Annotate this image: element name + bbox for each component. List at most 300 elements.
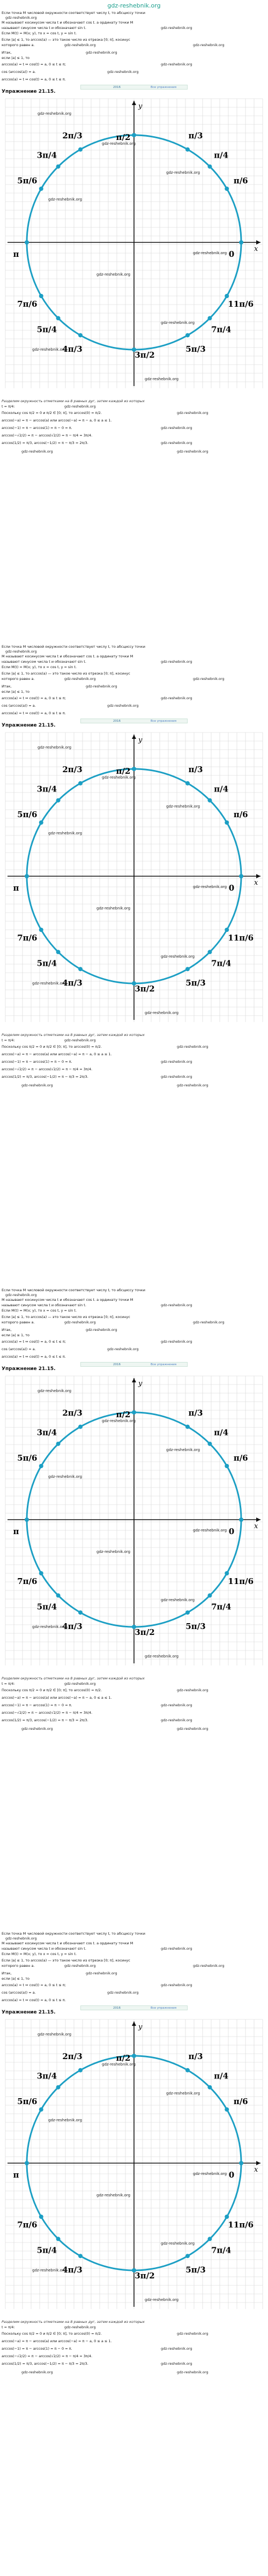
exercise-block — [0, 643, 268, 1276]
definition-text: M называют косинусом числа t и обозначают cos t. а ординату точки M — [2, 1941, 133, 1945]
x-axis-label: x — [254, 2166, 258, 2174]
circle-point-label: π/2 — [116, 132, 131, 142]
watermark: gdz-reshebnik.org — [161, 321, 195, 325]
formula: arccos(1/2) = π/3, arccos(−1/2) = π − π/3 = 2π/3. — [2, 441, 88, 445]
definition-text: называют синусом числа t и обозначают sin t. — [2, 1303, 86, 1307]
y-axis-label: y — [138, 102, 143, 110]
circle-point — [239, 1518, 243, 1522]
watermark: gdz-reshebnik.org — [166, 2091, 200, 2096]
circle-point-label: π/3 — [188, 2051, 203, 2061]
circle-point — [185, 781, 190, 786]
watermark: gdz-reshebnik.org — [64, 1320, 96, 1324]
circle-point — [56, 2085, 61, 2090]
circle-point-label: 11π/6 — [228, 1576, 254, 1586]
watermark: gdz-reshebnik.org — [38, 2032, 72, 2037]
watermark: gdz-reshebnik.org — [64, 404, 96, 409]
watermark: gdz-reshebnik.org — [161, 1946, 192, 1951]
circle-point — [207, 165, 212, 169]
circle-point-label: π/2 — [116, 766, 131, 776]
circle-point — [239, 240, 243, 245]
watermark: gdz-reshebnik.org — [32, 981, 66, 986]
definition-text: называют синусом числа t и обозначают sin t. — [2, 660, 86, 664]
note-text: Разделим окружность отметками на 8 равных дуг, затем каждой из которых — [2, 1676, 145, 1681]
definition-text: которого равен a. — [2, 43, 35, 47]
circle-point-label: π/6 — [233, 810, 248, 819]
definition-text: M называют косинусом числа t и обозначают cos t. а ординату точки M — [2, 654, 133, 658]
circle-point — [225, 1464, 229, 1468]
circle-point — [78, 781, 83, 786]
circle-point-label: 5π/3 — [185, 978, 206, 988]
exercise-nav-bar[interactable] — [80, 2005, 188, 2010]
watermark: gdz-reshebnik.org — [193, 251, 227, 255]
circle-point — [78, 967, 83, 971]
formula: cos (arccos(a)) = a. — [2, 1990, 36, 1995]
watermark: gdz-reshebnik.org — [193, 1528, 227, 1533]
section-title: Упражнение 21.15. — [2, 723, 56, 728]
watermark: gdz-reshebnik.org — [32, 1625, 66, 1629]
circle-point — [185, 333, 190, 337]
circle-point-label: 5π/6 — [17, 810, 38, 819]
watermark: gdz-reshebnik.org — [96, 906, 131, 911]
circle-point — [207, 2237, 212, 2241]
circle-point — [207, 950, 212, 954]
circle-point — [78, 1610, 83, 1615]
exercise-nav-bar[interactable] — [80, 85, 188, 90]
definition-text: которого равен a. — [2, 677, 35, 681]
section-title: Упражнение 21.15. — [2, 89, 56, 94]
circle-point-label: π/6 — [233, 2097, 248, 2106]
watermark: gdz-reshebnik.org — [107, 1347, 139, 1351]
watermark: gdz-reshebnik.org — [161, 1303, 192, 1307]
watermark: gdz-reshebnik.org — [86, 50, 117, 55]
watermark: gdz-reshebnik.org — [102, 775, 136, 780]
circle-point — [207, 2085, 212, 2090]
formula: arccos(−a) = π − arccos(a) или arccos(−a) = π − a, 0 ≤ a ≤ 1. — [2, 1052, 112, 1056]
circle-point-label: 5π/4 — [36, 2245, 57, 2255]
section-title: Упражнение 21.15. — [2, 2010, 56, 2015]
watermark: gdz-reshebnik.org — [107, 704, 139, 708]
formula: arccos(a) = t ⇔ cos(t) = a, 0 ≤ t ≤ π; — [2, 1339, 66, 1344]
x-axis-arrow — [256, 874, 260, 878]
circle-point — [185, 1425, 190, 1429]
circle-point — [239, 874, 243, 878]
definition-text: Если точка M числовой окружности соответствует числу t, то абсциссу точки — [2, 645, 145, 649]
circle-point-label: 3π/2 — [135, 984, 155, 994]
circle-point — [25, 2161, 29, 2165]
x-axis-label: x — [254, 1522, 258, 1530]
circle-point-label: 5π/4 — [36, 324, 57, 335]
definition-text: M называют косинусом числа t и обозначают cos t. а ординату точки M — [2, 1298, 133, 1302]
circle-point-label: 2π/3 — [62, 130, 83, 140]
circle-point-label: 5π/3 — [185, 2265, 206, 2275]
definition-text: Если M(t) = M(x; y), то x = cos t, y = sin t. — [2, 1952, 77, 1956]
circle-point-label: π/4 — [214, 150, 229, 160]
circle-point — [39, 1464, 43, 1468]
watermark: gdz-reshebnik.org — [48, 2118, 83, 2122]
formula: arccos(−√2/2) = π − arccos(√2/2) = π − π/4 = 3π/4. — [2, 2354, 93, 2358]
watermark: gdz-reshebnik.org — [166, 1448, 200, 1452]
watermark: gdz-reshebnik.org — [161, 2346, 192, 2351]
circle-point-label: 7π/4 — [211, 324, 232, 335]
definition-text: Если M(t) = M(x; y), то x = cos t, y = sin t. — [2, 1308, 77, 1313]
watermark: gdz-reshebnik.org — [145, 2298, 179, 2302]
exercise-block — [0, 10, 268, 642]
circle-point-label: 3π/2 — [135, 2271, 155, 2281]
watermark: gdz-reshebnik.org — [64, 1964, 96, 1968]
watermark: gdz-reshebnik.org — [48, 831, 83, 835]
y-axis-label: y — [138, 2023, 143, 2031]
exercise-nav-bar[interactable] — [80, 1362, 188, 1367]
formula: arccos(1/2) = π/3, arccos(−1/2) = π − π/3 = 2π/3. — [2, 1075, 88, 1079]
watermark: gdz-reshebnik.org — [161, 1703, 192, 1707]
circle-point-label: 0 — [228, 1527, 235, 1536]
definition-text: Если |a| ≤ 1, то arccos(a) — это такое число из отрезка [0; π], косинус — [2, 671, 130, 676]
formula: cos (arccos(a)) = a. — [2, 70, 36, 74]
circle-point-label: 3π/4 — [36, 784, 57, 794]
circle-point — [56, 1442, 61, 1446]
circle-point — [225, 2215, 229, 2219]
watermark: gdz-reshebnik.org — [161, 696, 192, 700]
circle-point-label: 7π/4 — [211, 2245, 232, 2255]
x-axis-label: x — [254, 245, 258, 253]
circle-point-label: π/3 — [188, 1408, 203, 1418]
watermark: gdz-reshebnik.org — [64, 2325, 96, 2329]
watermark: gdz-reshebnik.org — [161, 2241, 195, 2246]
x-axis-arrow — [256, 1518, 260, 1522]
watermark: gdz-reshebnik.org — [5, 1936, 37, 1941]
circle-point — [207, 316, 212, 320]
circle-point — [225, 2107, 229, 2112]
all-exercises-link[interactable]: Все упражнения — [151, 1363, 177, 1366]
circle-point — [225, 294, 229, 298]
circle-point-label: π/2 — [116, 1410, 131, 1419]
watermark: gdz-reshebnik.org — [166, 171, 200, 175]
circle-point-label: 11π/6 — [228, 933, 254, 943]
watermark: gdz-reshebnik.org — [161, 426, 192, 430]
circle-point — [78, 333, 83, 337]
circle-point-label: π — [13, 883, 19, 893]
watermark: gdz-reshebnik.org — [86, 684, 117, 689]
definition-text: M называют косинусом числа t и обозначают cos t. а ординату точки M — [2, 20, 133, 25]
watermark: gdz-reshebnik.org — [161, 26, 192, 30]
summary-label: Итак, — [2, 684, 12, 689]
circle-point — [39, 820, 43, 825]
watermark: gdz-reshebnik.org — [96, 2193, 131, 2197]
circle-point-label: 4π/3 — [62, 1622, 83, 1632]
note-text: Разделим окружность отметками на 8 равных дуг, затем каждой из которых — [2, 1033, 145, 1037]
formula: arccos(a) = t ⇔ cos(t) = a, 0 ≤ t ≤ π. — [2, 77, 66, 82]
circle-point-label: 7π/6 — [17, 933, 38, 943]
circle-point — [25, 874, 29, 878]
watermark: gdz-reshebnik.org — [177, 449, 209, 454]
watermark: gdz-reshebnik.org — [32, 347, 66, 352]
watermark: gdz-reshebnik.org — [177, 2370, 209, 2374]
formula: arccos(−1) = π − arccos(1) = π − 0 = π. — [2, 426, 72, 430]
circle-point-label: 2π/3 — [62, 764, 83, 774]
circle-point-label: 0 — [228, 883, 235, 893]
circle-point-label: 7π/4 — [211, 1602, 232, 1612]
watermark: gdz-reshebnik.org — [5, 1293, 37, 1297]
watermark: gdz-reshebnik.org — [102, 2062, 136, 2067]
x-axis-arrow — [256, 2161, 260, 2165]
circle-point-label: 5π/4 — [36, 1602, 57, 1612]
watermark: gdz-reshebnik.org — [21, 449, 53, 454]
circle-point — [132, 1410, 136, 1415]
watermark: gdz-reshebnik.org — [177, 411, 209, 415]
y-axis-arrow — [132, 2022, 136, 2026]
circle-point — [56, 2237, 61, 2241]
circle-point-label: π/4 — [214, 2071, 229, 2081]
formula: Поскольку cos π/2 = 0 и π/2 ∈ [0; π], то arccos(0) = π/2. — [2, 1045, 102, 1049]
circle-point-label: 4π/3 — [62, 978, 83, 988]
watermark: gdz-reshebnik.org — [193, 1320, 225, 1324]
y-axis-arrow — [132, 735, 136, 739]
circle-point — [239, 2161, 243, 2165]
formula: Поскольку cos π/2 = 0 и π/2 ∈ [0; π], то arccos(0) = π/2. — [2, 1688, 102, 1692]
circle-point — [185, 147, 190, 152]
definition-text: Если точка M числовой окружности соответствует числу t, то абсциссу точки — [2, 1288, 145, 1292]
circle-point-label: π/4 — [214, 1427, 229, 1438]
circle-point-label: 11π/6 — [228, 2220, 254, 2230]
site-logo[interactable]: gdz-reshebnik.org — [107, 2, 161, 9]
watermark: gdz-reshebnik.org — [177, 1727, 209, 1731]
circle-point-label: 5π/6 — [17, 1453, 38, 1463]
definition-text: Если точка M числовой окружности соответствует числу t, то абсциссу точки — [2, 11, 145, 15]
watermark: gdz-reshebnik.org — [96, 1550, 131, 1554]
watermark: gdz-reshebnik.org — [5, 649, 37, 654]
all-exercises-link[interactable]: Все упражнения — [151, 86, 177, 89]
watermark: gdz-reshebnik.org — [145, 1011, 179, 1015]
watermark: gdz-reshebnik.org — [193, 43, 225, 47]
formula: arccos(−a) = π − arccos(a) или arccos(−a) = π − a, 0 ≤ a ≤ 1. — [2, 2339, 112, 2343]
circle-point — [185, 1610, 190, 1615]
watermark: gdz-reshebnik.org — [161, 441, 192, 445]
watermark: gdz-reshebnik.org — [166, 804, 200, 809]
formula: t = π/4: — [2, 2325, 15, 2329]
circle-point-label: π — [13, 2170, 19, 2180]
circle-point-label: 7π/6 — [17, 299, 38, 309]
formula: arccos(−1) = π − arccos(1) = π − 0 = π. — [2, 1060, 72, 1064]
circle-point — [56, 316, 61, 320]
summary-label: Итак, — [2, 1328, 12, 1332]
all-exercises-link[interactable]: Все упражнения — [151, 720, 177, 723]
circle-point — [225, 820, 229, 825]
circle-point-label: π/6 — [233, 1453, 248, 1463]
summary-label: Итак, — [2, 1971, 12, 1975]
definition-text: которого равен a. — [2, 1964, 35, 1968]
condition-text: если |a| ≤ 1, то — [2, 1977, 29, 1981]
definition-text: Если |a| ≤ 1, то arccos(a) — это такое число из отрезка [0; π], косинус — [2, 38, 130, 42]
definition-text: которого равен a. — [2, 1320, 35, 1324]
watermark: gdz-reshebnik.org — [48, 1475, 83, 1479]
circle-point — [39, 2215, 43, 2219]
formula: arccos(a) = t ⇔ cos(t) = a, 0 ≤ t ≤ π. — [2, 711, 66, 715]
watermark: gdz-reshebnik.org — [21, 2370, 53, 2374]
watermark: gdz-reshebnik.org — [107, 70, 139, 74]
circle-point-label: 7π/6 — [17, 1576, 38, 1586]
watermark: gdz-reshebnik.org — [193, 2172, 227, 2176]
condition-text: если |a| ≤ 1, то — [2, 690, 29, 694]
circle-point — [207, 798, 212, 803]
page-number[interactable]: 2016 — [113, 86, 121, 89]
circle-point — [78, 1425, 83, 1429]
all-exercises-link[interactable]: Все упражнения — [151, 2007, 177, 2010]
circle-point — [132, 767, 136, 771]
circle-point-label: 11π/6 — [228, 299, 254, 309]
watermark: gdz-reshebnik.org — [96, 272, 131, 277]
definition-text: Если |a| ≤ 1, то arccos(a) — это такое число из отрезка [0; π], косинус — [2, 1958, 130, 1963]
x-axis-arrow — [256, 240, 260, 245]
circle-point-label: 5π/6 — [17, 176, 38, 186]
y-axis-arrow — [132, 1378, 136, 1382]
circle-point-label: 0 — [228, 249, 235, 259]
watermark: gdz-reshebnik.org — [177, 1083, 209, 1087]
circle-point — [56, 950, 61, 954]
y-axis-label: y — [138, 736, 143, 744]
circle-point — [39, 1571, 43, 1575]
watermark: gdz-reshebnik.org — [107, 1990, 139, 1995]
watermark: gdz-reshebnik.org — [86, 1971, 117, 1975]
watermark: gdz-reshebnik.org — [177, 2331, 209, 2336]
watermark: gdz-reshebnik.org — [38, 112, 72, 116]
exercise-block — [0, 1287, 268, 1920]
condition-text: если |a| ≤ 1, то — [2, 1333, 29, 1337]
formula: arccos(a) = t ⇔ cos(t) = a, 0 ≤ t ≤ π. — [2, 1354, 66, 1359]
watermark: gdz-reshebnik.org — [177, 1688, 209, 1692]
formula: t = π/4: — [2, 1038, 15, 1042]
circle-point — [39, 187, 43, 191]
definition-text: называют синусом числа t и обозначают sin t. — [2, 26, 86, 30]
formula: cos (arccos(a)) = a. — [2, 704, 36, 708]
page-number[interactable]: 2016 — [113, 720, 121, 723]
circle-point-label: 4π/3 — [62, 2265, 83, 2275]
formula: arccos(1/2) = π/3, arccos(−1/2) = π − π/3 = 2π/3. — [2, 2362, 88, 2366]
watermark: gdz-reshebnik.org — [38, 1389, 72, 1393]
circle-point-label: 3π/2 — [135, 350, 155, 360]
formula: arccos(−1) = π − arccos(1) = π − 0 = π. — [2, 1703, 72, 1707]
circle-point-label: 5π/4 — [36, 958, 57, 968]
watermark: gdz-reshebnik.org — [145, 377, 179, 381]
circle-point — [225, 928, 229, 932]
note-text: Разделим окружность отметками на 8 равных дуг, затем каждой из которых — [2, 399, 145, 403]
circle-point — [39, 2107, 43, 2112]
circle-point — [56, 165, 61, 169]
circle-point-label: 2π/3 — [62, 2051, 83, 2061]
watermark: gdz-reshebnik.org — [161, 1718, 192, 1722]
watermark: gdz-reshebnik.org — [64, 1682, 96, 1686]
exercise-block — [0, 1930, 268, 2563]
circle-point-label: π — [13, 1527, 19, 1536]
condition-text: если |a| ≤ 1, то — [2, 56, 29, 60]
circle-point — [225, 1571, 229, 1575]
circle-point — [78, 2068, 83, 2072]
circle-point — [25, 240, 29, 245]
formula: arccos(a) = t ⇔ cos(t) = a, 0 ≤ t ≤ π; — [2, 696, 66, 700]
watermark: gdz-reshebnik.org — [161, 660, 192, 664]
watermark: gdz-reshebnik.org — [102, 142, 136, 146]
circle-point — [56, 1593, 61, 1597]
circle-point-label: 5π/3 — [185, 344, 206, 354]
formula: Поскольку cos π/2 = 0 и π/2 ∈ [0; π], то arccos(0) = π/2. — [2, 411, 102, 415]
watermark: gdz-reshebnik.org — [161, 1983, 192, 1987]
circle-point-label: 4π/3 — [62, 344, 83, 354]
section-title: Упражнение 21.15. — [2, 1366, 56, 1372]
watermark: gdz-reshebnik.org — [102, 1419, 136, 1423]
circle-point-label: 3π/4 — [36, 150, 57, 160]
watermark: gdz-reshebnik.org — [193, 885, 227, 889]
circle-point-label: 5π/3 — [185, 1622, 206, 1632]
circle-point-label: 5π/6 — [17, 2097, 38, 2106]
formula: Поскольку cos π/2 = 0 и π/2 ∈ [0; π], то arccos(0) = π/2. — [2, 2331, 102, 2336]
watermark: gdz-reshebnik.org — [32, 2268, 66, 2272]
circle-point — [207, 1593, 212, 1597]
definition-text: Если точка M числовой окружности соответствует числу t, то абсциссу точки — [2, 1931, 145, 1936]
circle-point-label: π/4 — [214, 784, 229, 794]
circle-point — [185, 2254, 190, 2258]
circle-point-label: 3π/4 — [36, 2071, 57, 2081]
unit-circle-diagram — [0, 2014, 268, 2314]
watermark: gdz-reshebnik.org — [177, 1045, 209, 1049]
formula: arccos(−a) = π − arccos(a) или arccos(−a) = π − a, 0 ≤ a ≤ 1. — [2, 1696, 112, 1700]
watermark: gdz-reshebnik.org — [38, 745, 72, 750]
watermark: gdz-reshebnik.org — [161, 2362, 192, 2366]
watermark: gdz-reshebnik.org — [64, 43, 96, 47]
circle-point — [56, 798, 61, 803]
definition-text: Если M(t) = M(x; y), то x = cos t, y = sin t. — [2, 665, 77, 669]
definition-text: называют синусом числа t и обозначают sin t. — [2, 1946, 86, 1951]
formula: arccos(1/2) = π/3, arccos(−1/2) = π − π/3 = 2π/3. — [2, 1718, 88, 1722]
unit-circle-diagram — [0, 727, 268, 1027]
circle-point-label: 0 — [228, 2170, 235, 2180]
watermark: gdz-reshebnik.org — [21, 1727, 53, 1731]
watermark: gdz-reshebnik.org — [193, 1964, 225, 1968]
circle-point — [185, 967, 190, 971]
definition-text: Если M(t) = M(x; y), то x = cos t, y = sin t. — [2, 31, 77, 35]
circle-point-label: π/3 — [188, 130, 203, 140]
watermark: gdz-reshebnik.org — [161, 1339, 192, 1344]
y-axis-label: y — [138, 1380, 143, 1388]
formula: arccos(−√2/2) = π − arccos(√2/2) = π − π/4 = 3π/4. — [2, 1067, 93, 1071]
circle-point — [78, 2254, 83, 2258]
formula: arccos(a) = t ⇔ cos(t) = a, 0 ≤ t ≤ π. — [2, 1998, 66, 2002]
note-text: Разделим окружность отметками на 8 равных дуг, затем каждой из которых — [2, 2320, 145, 2324]
circle-point — [39, 294, 43, 298]
circle-point-label: 2π/3 — [62, 1408, 83, 1418]
circle-point-label: 7π/4 — [211, 958, 232, 968]
summary-label: Итак, — [2, 50, 12, 55]
circle-point-label: π — [13, 249, 19, 259]
watermark: gdz-reshebnik.org — [161, 62, 192, 66]
watermark: gdz-reshebnik.org — [161, 1075, 192, 1079]
watermark: gdz-reshebnik.org — [86, 1328, 117, 1332]
formula: arccos(−1) = π − arccos(1) = π − 0 = π. — [2, 2346, 72, 2351]
circle-point-label: 7π/6 — [17, 2220, 38, 2230]
formula: arccos(a) = t ⇔ cos(t) = a, 0 ≤ t ≤ π; — [2, 62, 66, 66]
watermark: gdz-reshebnik.org — [5, 16, 37, 20]
unit-circle-diagram — [0, 1371, 268, 1671]
circle-point — [39, 928, 43, 932]
page-number[interactable]: 2016 — [113, 1363, 121, 1366]
definition-text: Если |a| ≤ 1, то arccos(a) — это такое число из отрезка [0; π], косинус — [2, 1315, 130, 1319]
circle-point-label: 3π/4 — [36, 1427, 57, 1438]
watermark: gdz-reshebnik.org — [48, 197, 83, 202]
unit-circle-diagram — [0, 93, 268, 394]
exercise-nav-bar[interactable] — [80, 719, 188, 723]
page-number[interactable]: 2016 — [113, 2007, 121, 2010]
circle-point-label: π/6 — [233, 176, 248, 186]
formula: t = π/4: — [2, 1682, 15, 1686]
watermark: gdz-reshebnik.org — [193, 677, 225, 681]
